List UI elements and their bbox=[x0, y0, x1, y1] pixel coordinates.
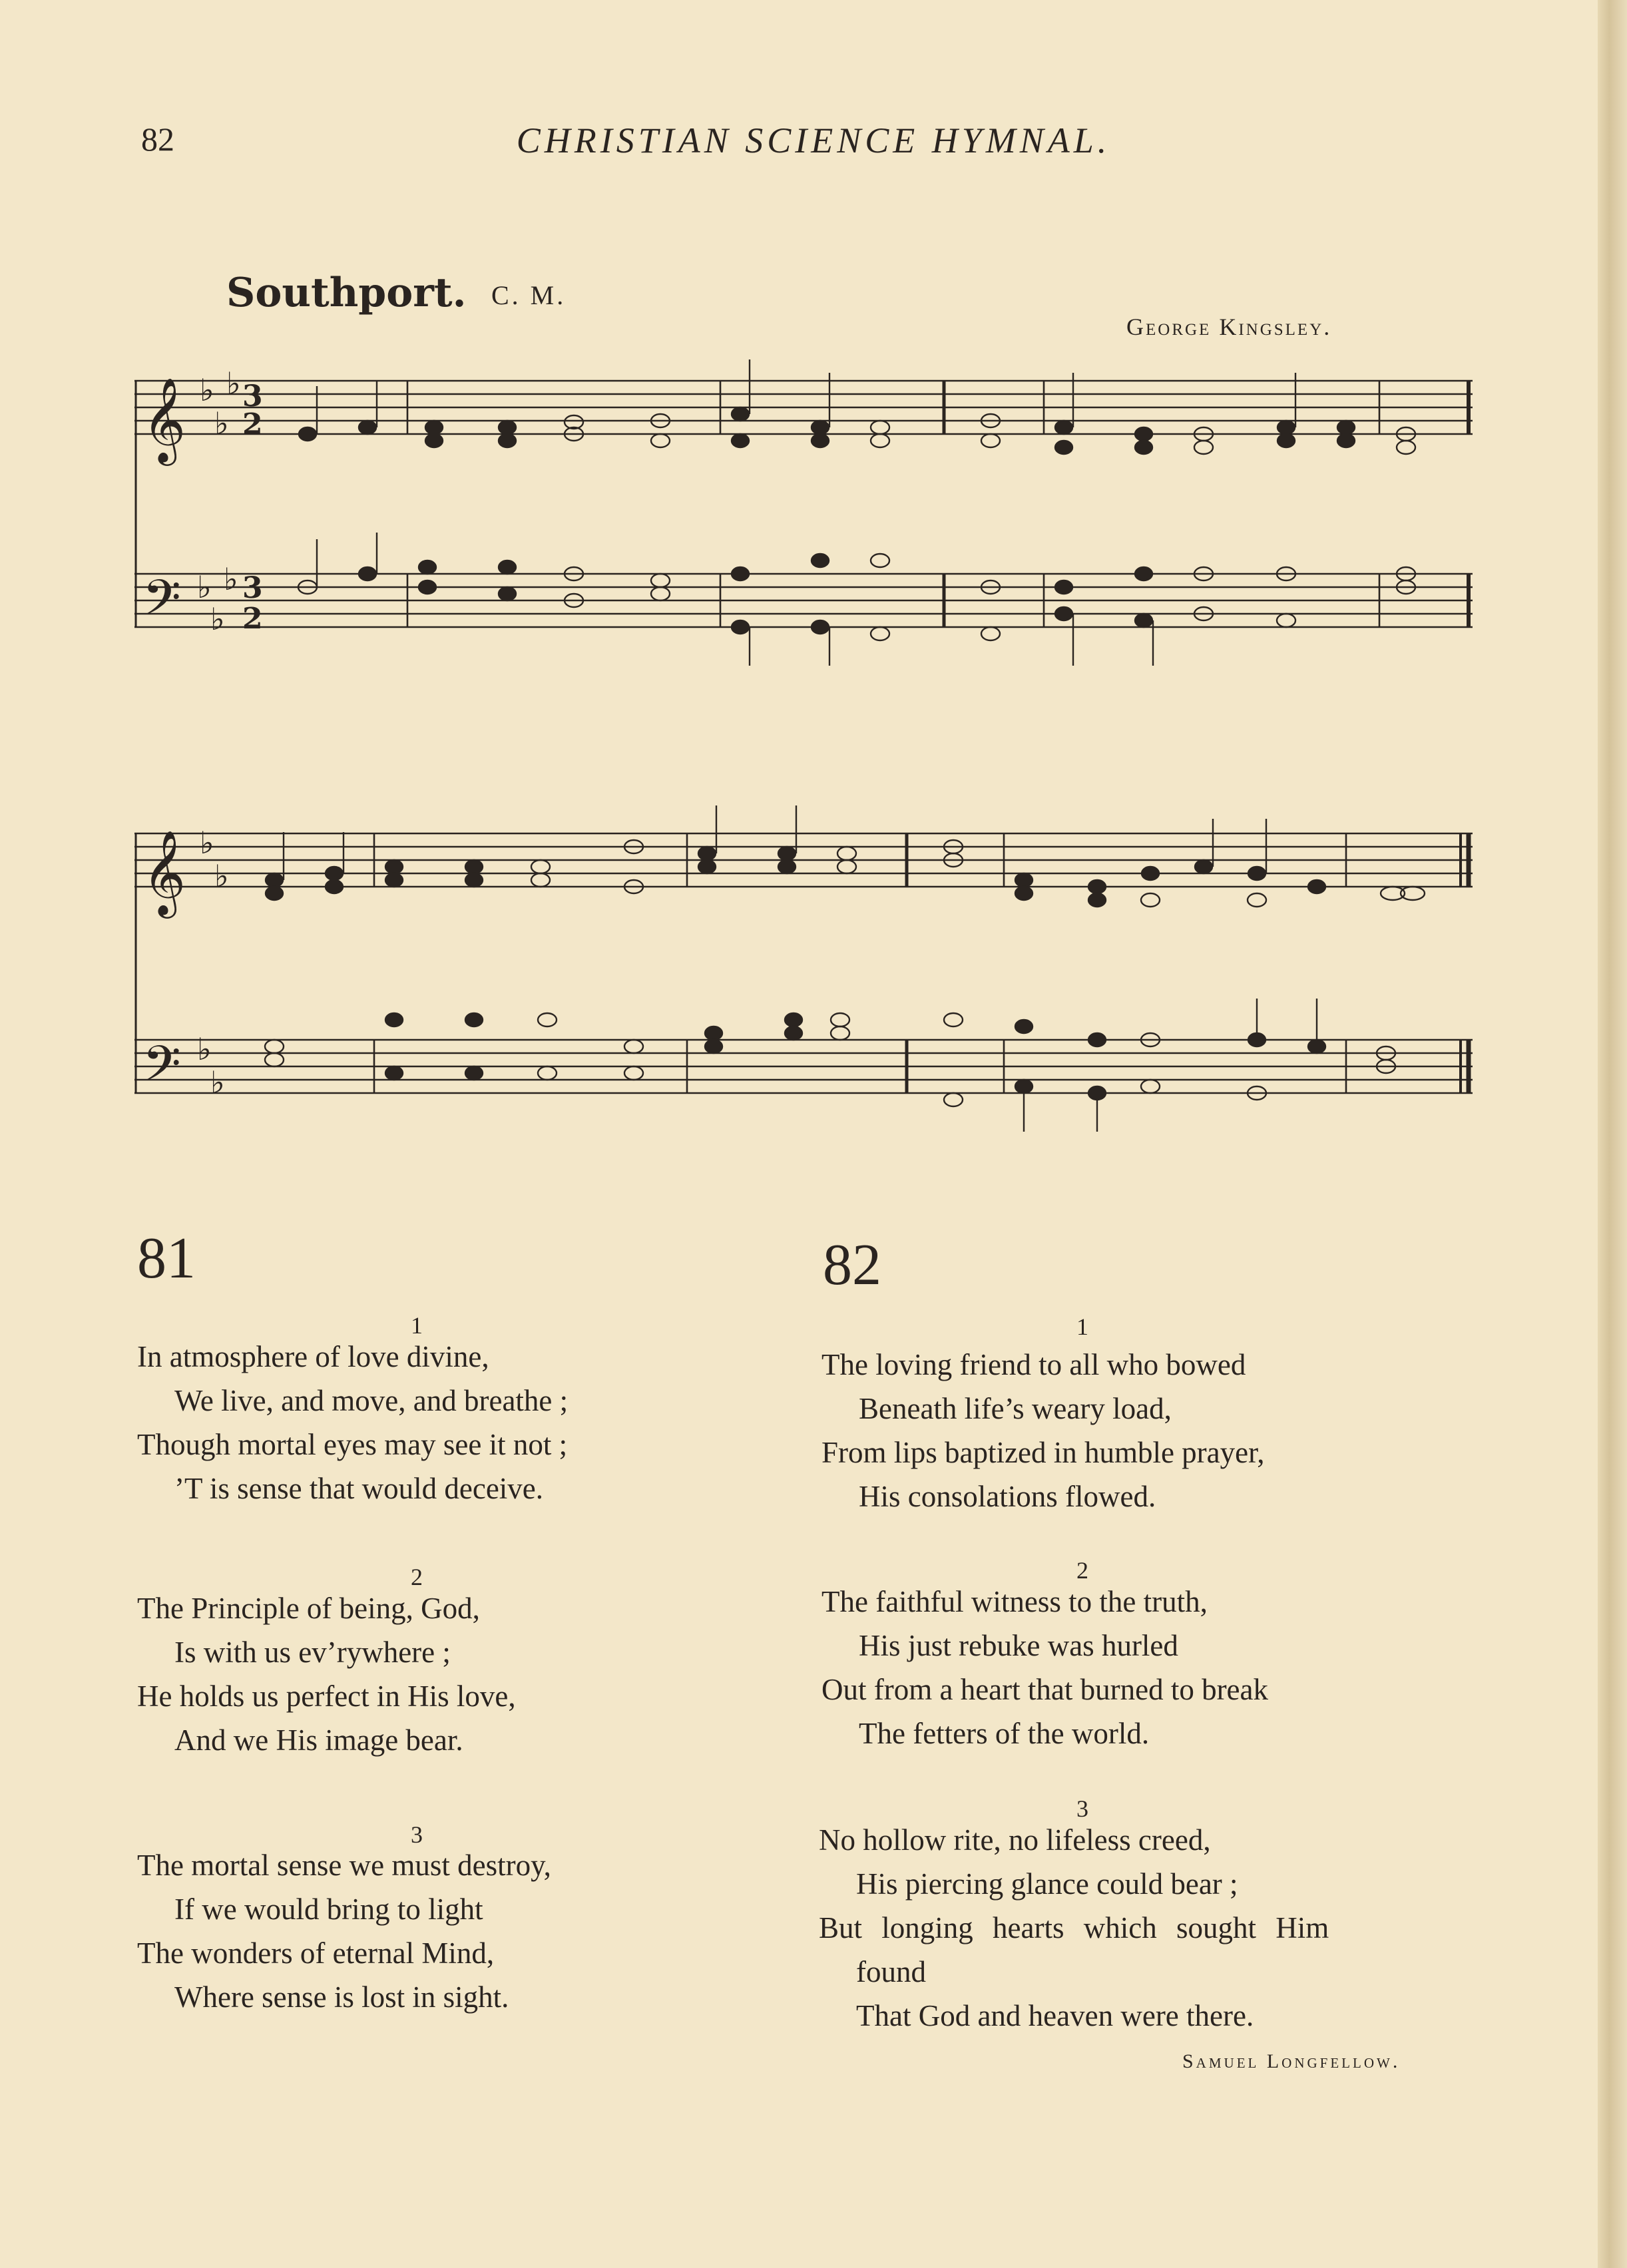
verse-line: His piercing glance could bear ; bbox=[856, 1867, 1238, 1901]
verse-line: He holds us perfect in His love, bbox=[137, 1680, 516, 1713]
verse bbox=[821, 1584, 1268, 1760]
verse-number: 3 bbox=[1076, 1795, 1088, 1822]
staff-bass-2 bbox=[134, 1040, 1473, 1093]
verse bbox=[137, 1591, 516, 1767]
svg-text:♭: ♭ bbox=[200, 372, 214, 408]
verse-line: Is with us ev’rywhere ; bbox=[174, 1636, 451, 1669]
bass-clef-icon: 𝄢 bbox=[142, 1035, 181, 1105]
svg-text:3: 3 bbox=[242, 571, 263, 605]
svg-text:♭: ♭ bbox=[210, 1064, 225, 1100]
verse bbox=[137, 1339, 568, 1515]
verse-number: 3 bbox=[411, 1821, 423, 1848]
svg-text:2: 2 bbox=[242, 602, 263, 636]
verse-line: Beneath life’s weary load, bbox=[859, 1392, 1172, 1425]
svg-text:3: 3 bbox=[242, 379, 263, 413]
tune-meter: C. M. bbox=[491, 280, 567, 310]
svg-text:♭: ♭ bbox=[214, 405, 229, 441]
treble-clef-icon: 𝄞 bbox=[142, 377, 186, 462]
hymn-number: 81 bbox=[137, 1226, 196, 1291]
verse-line: Though mortal eyes may see it not ; bbox=[137, 1428, 568, 1461]
verse-line: Out from a heart that burned to break bbox=[821, 1673, 1269, 1706]
svg-text:♭: ♭ bbox=[214, 858, 229, 894]
verse-line: In atmosphere of love divine, bbox=[137, 1340, 489, 1373]
key-signature-flats bbox=[197, 365, 241, 1100]
tune-name: Southport. bbox=[226, 270, 467, 316]
verse-line: From lips baptized in humble prayer, bbox=[821, 1436, 1265, 1469]
svg-text:♭: ♭ bbox=[197, 569, 212, 605]
verse-line: No hollow rite, no lifeless creed, bbox=[819, 1823, 1211, 1857]
verse-line: And we His image bear. bbox=[174, 1723, 463, 1757]
svg-text:♭: ♭ bbox=[197, 1031, 212, 1067]
hymn-author: Samuel Longfellow. bbox=[1182, 2050, 1401, 2072]
composer-credit: George Kingsley. bbox=[1126, 314, 1332, 340]
bass-clef-icon: 𝄢 bbox=[142, 569, 181, 639]
note-heads bbox=[265, 407, 1425, 1106]
svg-text:♭: ♭ bbox=[226, 365, 241, 401]
verse-line: The faithful witness to the truth, bbox=[821, 1585, 1208, 1618]
verse-line: But longing hearts which sought Him bbox=[819, 1911, 1329, 1944]
staff-bass-1 bbox=[134, 574, 1473, 627]
verse-line: ’T is sense that would deceive. bbox=[174, 1472, 544, 1505]
hymn-number: 82 bbox=[823, 1233, 881, 1297]
verse bbox=[819, 1823, 1329, 2042]
verse-line: His consolations flowed. bbox=[859, 1480, 1156, 1513]
verse bbox=[137, 1848, 551, 2024]
svg-text:♭: ♭ bbox=[224, 561, 238, 597]
verse-line: The fetters of the world. bbox=[859, 1717, 1150, 1750]
verse-line: The loving friend to all who bowed bbox=[821, 1348, 1246, 1381]
svg-text:♭: ♭ bbox=[200, 825, 214, 861]
svg-text:2: 2 bbox=[242, 407, 263, 441]
staff-treble-1 bbox=[134, 381, 1473, 434]
verse-line: His just rebuke was hurled bbox=[859, 1629, 1178, 1662]
verse-line: That God and heaven were there. bbox=[856, 1999, 1254, 2032]
verse-line: If we would bring to light bbox=[174, 1893, 483, 1926]
treble-clef-icon: 𝄞 bbox=[142, 829, 186, 915]
svg-text:♭: ♭ bbox=[210, 601, 225, 637]
verse-line: Where sense is lost in sight. bbox=[174, 1980, 509, 2014]
verse-line: The Principle of being, God, bbox=[137, 1592, 480, 1625]
running-title: CHRISTIAN SCIENCE HYMNAL. bbox=[516, 120, 1111, 160]
verse-line: We live, and move, and breathe ; bbox=[174, 1384, 569, 1417]
verse bbox=[821, 1347, 1265, 1523]
verse-line: found bbox=[856, 1955, 926, 1988]
verse-number: 2 bbox=[1076, 1557, 1088, 1584]
verse-line: The wonders of eternal Mind, bbox=[137, 1936, 495, 1970]
page-number: 82 bbox=[141, 120, 174, 158]
time-signature bbox=[242, 379, 263, 636]
verse-number: 1 bbox=[411, 1312, 423, 1339]
verse-line: The mortal sense we must destroy, bbox=[137, 1849, 551, 1882]
verse-number: 1 bbox=[1076, 1313, 1088, 1340]
verse-number: 2 bbox=[411, 1564, 423, 1590]
